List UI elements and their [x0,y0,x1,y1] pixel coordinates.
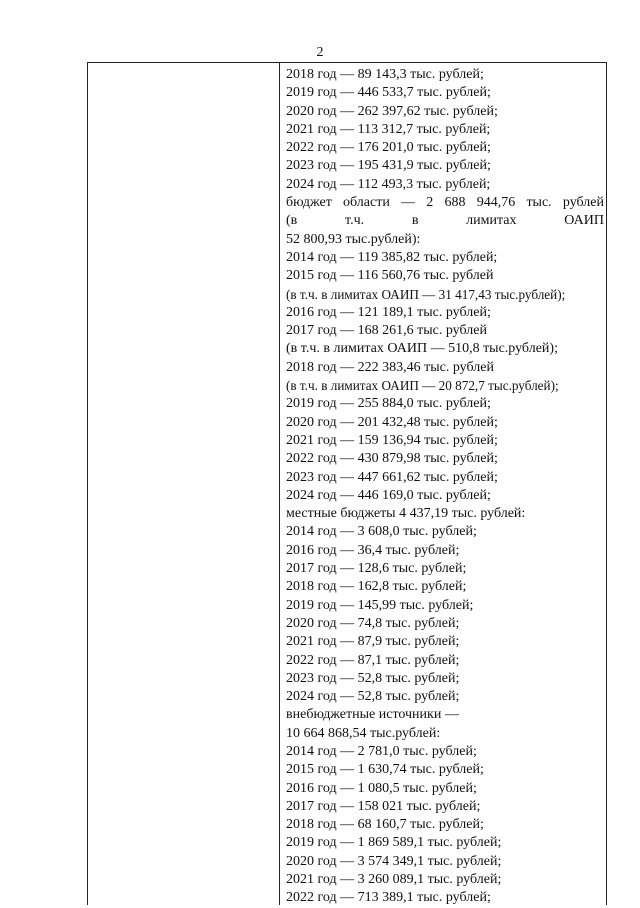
funding-line: 2018 год — 68 160,7 тыс. рублей; [286,817,484,833]
funding-line: 2023 год — 447 661,62 тыс. рублей; [286,469,498,485]
page-number: 2 [316,45,324,60]
funding-line: 2021 год — 159 136,94 тыс. рублей; [286,432,498,448]
funding-table [87,62,607,905]
table-right-cell [280,63,606,905]
funding-line: внебюджетные источники — [286,707,459,723]
funding-line: 2021 год — 3 260 089,1 тыс. рублей; [286,872,502,888]
funding-line: 2023 год — 195 431,9 тыс. рублей; [286,158,491,174]
funding-line: 2017 год — 168 261,6 тыс. рублей [286,323,487,339]
funding-line: 2018 год — 89 143,3 тыс. рублей; [286,67,484,82]
funding-line: 2017 год — 128,6 тыс. рублей; [286,561,467,577]
funding-line: 2014 год — 3 608,0 тыс. рублей; [286,524,477,540]
funding-line: 2020 год — 74,8 тыс. рублей; [286,615,460,631]
funding-line: 2020 год — 3 574 349,1 тыс. рублей; [286,853,502,869]
funding-line: (в т.ч. в лимитах ОАИП — 510,8 тыс.рублей); [286,341,558,357]
funding-line: 2014 год — 2 781,0 тыс. рублей; [286,743,477,759]
table-left-cell [88,63,280,905]
funding-line: 2020 год — 262 397,62 тыс. рублей; [286,103,498,119]
funding-line: 2022 год — 713 389,1 тыс. рублей; [286,890,491,906]
funding-line: 2024 год — 52,8 тыс. рублей; [286,689,460,705]
funding-line: 2018 год — 162,8 тыс. рублей; [286,579,467,595]
funding-line: местные бюджеты 4 437,19 тыс. рублей: [286,506,526,522]
funding-line: 10 664 868,54 тыс.рублей: [286,725,441,741]
funding-line: (в т.ч. в лимитах ОАИП — 31 417,43 тыс.рублей); [286,286,566,302]
funding-line: 2019 год — 145,99 тыс. рублей; [286,597,474,613]
funding-line: 2023 год — 52,8 тыс. рублей; [286,670,460,686]
funding-line: 2016 год — 121 189,1 тыс. рублей; [286,304,491,320]
funding-line: 2021 год — 87,9 тыс. рублей; [286,634,460,650]
funding-line: 2020 год — 201 432,48 тыс. рублей; [286,414,498,430]
funding-line: 2016 год — 36,4 тыс. рублей; [286,542,460,558]
funding-line: бюджет области — 2 688 944,76 тыс. рублей [286,195,604,211]
funding-line: 52 800,93 тыс.рублей): [286,231,421,247]
funding-line: 2022 год — 430 879,98 тыс. рублей; [286,451,498,467]
funding-line: 2015 год — 116 560,76 тыс. рублей [286,268,494,284]
funding-line: (в т.ч. в лимитах ОАИП — 20 872,7 тыс.рублей); [286,378,559,394]
funding-line: (в т.ч. в лимитах ОАИП [286,213,604,229]
funding-line: 2021 год — 113 312,7 тыс. рублей; [286,121,491,137]
funding-line: 2014 год — 119 385,82 тыс. рублей; [286,249,498,265]
funding-line: 2022 год — 87,1 тыс. рублей; [286,652,460,668]
funding-line: 2022 год — 176 201,0 тыс. рублей; [286,140,491,156]
funding-line: 2024 год — 446 169,0 тыс. рублей; [286,487,491,503]
funding-line: 2015 год — 1 630,74 тыс. рублей; [286,762,484,778]
funding-lines [286,66,604,908]
funding-line: 2019 год — 446 533,7 тыс. рублей; [286,85,491,101]
funding-line: 2019 год — 255 884,0 тыс. рублей; [286,396,491,412]
funding-line: 2016 год — 1 080,5 тыс. рублей; [286,780,477,796]
funding-line: 2024 год — 112 493,3 тыс. рублей; [286,176,491,192]
funding-line: 2017 год — 158 021 тыс. рублей; [286,798,481,814]
funding-line: 2018 год — 222 383,46 тыс. рублей [286,359,494,375]
funding-line: 2019 год — 1 869 589,1 тыс. рублей; [286,835,502,851]
